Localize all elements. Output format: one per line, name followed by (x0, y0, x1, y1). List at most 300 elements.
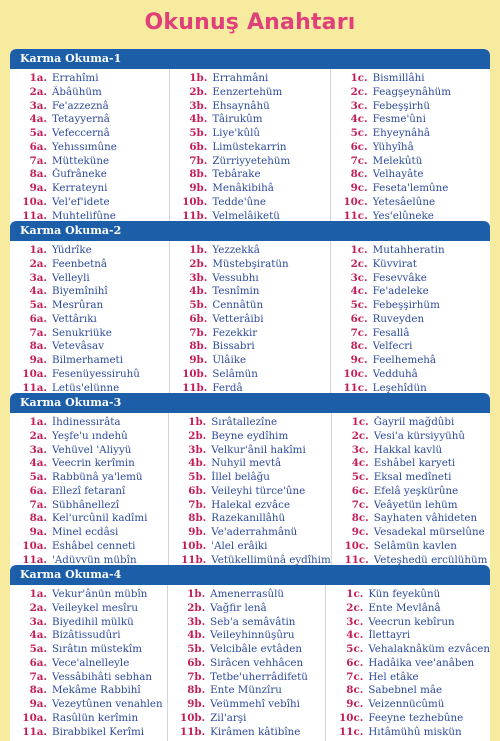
item-number: 5b. (189, 299, 208, 311)
item-number: 10b. (180, 711, 206, 724)
list-item (10, 602, 167, 616)
item-number: 7c. (350, 154, 368, 167)
item-number: 1b. (189, 244, 208, 256)
item-number: 8a. (29, 512, 47, 525)
item-text: Veümmehî vebîhi (210, 698, 300, 710)
item-text: Ûlâike (212, 354, 247, 366)
item-text: Vel'ef'idete (52, 195, 110, 208)
reading-section (10, 393, 490, 569)
item-text: Senukriüke (52, 326, 112, 339)
item-text: 'Alel erâiki (211, 539, 268, 552)
list-item (170, 182, 329, 196)
item-text: Razekanıllâhü (211, 512, 286, 525)
item-number: 10b. (182, 195, 208, 208)
list-item (170, 155, 329, 169)
item-number: 4c. (346, 629, 364, 642)
item-number: 6a. (29, 140, 47, 153)
item-number: 2a. (29, 601, 47, 614)
item-number: 10c. (343, 195, 368, 208)
item-number: 9a. (29, 698, 47, 710)
list-item (331, 285, 490, 299)
item-text: Ruveyden (372, 312, 425, 325)
item-number: 7a. (29, 498, 47, 511)
item-number: 6b. (189, 312, 208, 325)
list-item (10, 526, 168, 540)
list-item (332, 485, 490, 499)
list-item (10, 588, 167, 602)
list-item (169, 485, 331, 499)
item-number: 2a. (29, 429, 47, 442)
list-item (331, 354, 490, 368)
item-number: 1c. (351, 416, 369, 428)
item-number: 9b. (188, 526, 207, 538)
list-item (331, 258, 490, 272)
item-number: 6b. (187, 656, 206, 669)
item-number: 1b. (188, 416, 207, 428)
item-number: 2b. (189, 257, 208, 270)
reading-section (10, 49, 490, 225)
item-text: Velleyli (52, 271, 90, 284)
item-text: Mütteküne (52, 154, 110, 167)
list-item (170, 313, 329, 327)
item-text: Leşehîdün (372, 381, 427, 394)
item-number: 11a. (22, 381, 47, 394)
item-number: 3c. (350, 99, 368, 112)
list-item (331, 127, 490, 141)
list-item (10, 340, 169, 354)
item-number: 6a. (29, 484, 47, 497)
list-item (332, 416, 490, 430)
item-number: 6b. (189, 140, 208, 153)
list-item (332, 526, 490, 540)
item-number: 10a. (22, 367, 47, 380)
item-text: Rabbünâ ya'lemü (52, 471, 143, 483)
item-number: 7b. (189, 154, 208, 167)
item-text: Yehıssımûne (52, 140, 117, 153)
item-number: 8c. (350, 168, 368, 181)
item-number: 9c. (351, 526, 369, 538)
list-item (10, 299, 169, 313)
item-number: 2c. (350, 85, 368, 98)
item-text: Mekâme Rabbihî (52, 684, 141, 697)
item-text: Bilmerhameti (52, 354, 123, 366)
item-text: Zürriyyetehüm (212, 154, 291, 167)
word-column (10, 585, 167, 741)
section-columns (10, 241, 490, 397)
list-item (10, 540, 168, 554)
item-number: 2b. (188, 429, 207, 442)
list-item (10, 643, 167, 657)
item-number: 4a. (29, 629, 47, 642)
item-number: 3b. (189, 99, 208, 112)
item-text: Selâmün (212, 367, 258, 380)
item-text: Vetevâsav (52, 340, 105, 353)
list-item (326, 643, 490, 657)
item-number: 4c. (350, 113, 368, 126)
item-text: Sirâcen vehhâcen (210, 656, 304, 669)
item-text: Veileykel mesîru (52, 601, 138, 614)
list-item (10, 100, 169, 114)
item-number: 6a. (29, 312, 47, 325)
list-item (10, 616, 167, 630)
item-text: Vefeccernâ (52, 127, 110, 139)
list-item (331, 299, 490, 313)
item-number: 10b. (182, 367, 208, 380)
item-number: 4c. (351, 457, 369, 470)
item-text: Yezzekkâ (212, 244, 260, 256)
item-number: 8b. (188, 512, 207, 525)
item-text: Velhayâte (372, 168, 424, 181)
list-item (326, 712, 490, 726)
item-number: 6c. (350, 312, 368, 325)
list-item (331, 196, 490, 210)
list-item (168, 712, 325, 726)
list-item (332, 430, 490, 444)
item-text: Minel ecdâsi (52, 526, 119, 538)
item-number: 8b. (189, 168, 208, 181)
list-item (168, 602, 325, 616)
item-number: 10c. (339, 711, 364, 724)
item-text: Ente Mevlânâ (368, 601, 441, 614)
item-text: Kün feyekûnü (368, 588, 441, 600)
list-item (326, 588, 490, 602)
item-text: Eshâbel cenneti (52, 539, 136, 552)
item-number: 10c. (343, 367, 368, 380)
list-item (10, 127, 169, 141)
item-text: Vece'alnelleyle (52, 656, 130, 669)
item-number: 4a. (29, 113, 47, 126)
list-item (331, 272, 490, 286)
item-number: 4a. (29, 285, 47, 298)
item-number: 5c. (350, 299, 368, 311)
item-text: Sabebnel mâe (368, 684, 443, 697)
list-item (331, 327, 490, 341)
list-item (169, 540, 331, 554)
list-item (331, 368, 490, 382)
list-item (170, 100, 329, 114)
item-number: 9a. (29, 182, 47, 194)
item-text: Rasûlün kerîmin (52, 711, 139, 724)
list-item (10, 698, 167, 712)
item-text: Ehyeynâhâ (372, 127, 431, 139)
section-header: Karma Okuma-2 (10, 221, 490, 241)
item-text: Fesenüyessiruhû (52, 367, 140, 380)
list-item (326, 726, 490, 740)
item-number: 7b. (188, 498, 207, 511)
item-text: Cennâtün (212, 299, 264, 311)
item-text: Sübhânellezî (52, 498, 120, 511)
list-item (10, 182, 169, 196)
item-text: Vağfir lenâ (210, 601, 267, 614)
item-number: 3b. (188, 443, 207, 456)
item-number: 10a. (22, 711, 47, 724)
item-text: Yes'elûneke (372, 209, 434, 222)
item-text: Errahmâni (212, 72, 269, 84)
item-text: Feagşeynâhüm (372, 85, 452, 98)
item-text: Vehalaknâküm ezvâcen (368, 643, 490, 655)
item-text: Nuhyil mevtâ (211, 457, 282, 470)
item-number: 6a. (29, 656, 47, 669)
item-text: Eksal medîneti (373, 471, 452, 483)
list-item (10, 657, 167, 671)
page-title: Okunuş Anahtarı (144, 10, 356, 35)
item-text: Fe'adeleke (372, 285, 429, 298)
list-item (326, 684, 490, 698)
item-text: Yetesâelûne (372, 195, 436, 208)
list-item (170, 86, 329, 100)
list-item (169, 457, 331, 471)
item-text: Febeşşirhü (372, 99, 431, 112)
item-number: 11b. (182, 209, 208, 222)
list-item (326, 616, 490, 630)
item-text: Ğufrâneke (52, 168, 107, 181)
item-number: 5a. (29, 643, 47, 655)
list-item (331, 100, 490, 114)
item-text: Vessubhı (212, 271, 259, 284)
item-text: Liye'kûlû (212, 127, 260, 139)
item-number: 11b. (181, 553, 207, 566)
item-text: Tesnîmin (212, 285, 260, 298)
item-number: 11c. (343, 381, 368, 394)
item-number: 9b. (189, 182, 208, 194)
list-item (331, 313, 490, 327)
item-number: 3b. (189, 271, 208, 284)
list-item (332, 540, 490, 554)
item-number: 11b. (180, 725, 206, 738)
item-text: Efelâ yeşkürûne (373, 484, 459, 497)
list-item (10, 471, 168, 485)
list-item (10, 327, 169, 341)
list-item (332, 457, 490, 471)
list-item (10, 72, 169, 86)
list-item (168, 588, 325, 602)
item-number: 9a. (29, 354, 47, 366)
item-number: 7c. (346, 670, 364, 683)
item-number: 6c. (350, 140, 368, 153)
item-text: Selâmün kavlen (373, 539, 457, 552)
item-text: Kel'urcûnil kadîmi (52, 512, 148, 525)
list-item (170, 141, 329, 155)
item-text: Sırâtın müstekîm (52, 643, 142, 655)
item-text: Feelhemehâ (372, 354, 437, 366)
item-text: Hıtâmühû miskün (368, 725, 462, 738)
item-number: 11a. (22, 725, 47, 738)
list-item (10, 629, 167, 643)
item-text: Melekûtü (372, 154, 423, 167)
word-column (330, 69, 490, 225)
item-number: 9c. (350, 182, 368, 194)
item-text: Sayhaten vâhideten (373, 512, 478, 525)
item-text: Tâirukûm (212, 113, 263, 126)
section-header: Karma Okuma-4 (10, 565, 490, 585)
item-text: Seb'a semâvâtin (210, 615, 296, 628)
list-item (331, 141, 490, 155)
list-item (10, 285, 169, 299)
list-item (10, 86, 169, 100)
item-number: 1a. (29, 244, 47, 256)
item-number: 11c. (344, 553, 369, 566)
item-text: Feeyne tezhebûne (368, 711, 464, 724)
item-text: Kerrateyni (52, 182, 108, 194)
item-text: Vesadekal mürselûne (373, 526, 485, 538)
item-number: 10a. (22, 195, 47, 208)
item-text: Vetterâibi (212, 312, 264, 325)
item-number: 5b. (188, 471, 207, 483)
section-header: Karma Okuma-3 (10, 393, 490, 413)
item-number: 3c. (351, 443, 369, 456)
item-number: 1c. (350, 244, 368, 256)
list-item (170, 258, 329, 272)
list-item (331, 86, 490, 100)
item-text: Tedde'ûne (212, 195, 266, 208)
item-number: 5c. (346, 643, 364, 655)
list-item (332, 499, 490, 513)
item-text: Küvvirat (372, 257, 417, 270)
item-number: 8b. (189, 340, 208, 353)
section-columns (10, 585, 490, 741)
section-header: Karma Okuma-1 (10, 49, 490, 69)
item-text: Veâyetün lehüm (373, 498, 458, 511)
word-column (330, 241, 490, 397)
item-number: 4b. (187, 629, 206, 642)
list-item (326, 602, 490, 616)
item-text: Velcibâle evtâden (210, 643, 302, 655)
item-number: 4b. (188, 457, 207, 470)
list-item (168, 616, 325, 630)
item-number: 5c. (350, 127, 368, 139)
reading-section (10, 565, 490, 741)
list-item (10, 244, 169, 258)
item-number: 1a. (29, 72, 47, 84)
item-text: Vehüvel 'Aliyyü (52, 443, 132, 456)
list-item (10, 499, 168, 513)
list-item (170, 168, 329, 182)
item-text: Vezeytûnen venahlen (52, 698, 163, 710)
item-number: 4a. (29, 457, 47, 470)
list-item (170, 272, 329, 286)
item-number: 7b. (187, 670, 206, 683)
list-item (170, 72, 329, 86)
reading-section (10, 221, 490, 397)
list-item (168, 657, 325, 671)
item-text: Bismillâhi (372, 72, 425, 84)
item-text: Veteşhedü ercülühüm (373, 553, 488, 566)
item-number: 1a. (29, 588, 47, 600)
item-text: Amenerrasûlü (210, 588, 284, 600)
word-column (331, 413, 490, 569)
list-item (10, 712, 167, 726)
list-item (10, 684, 167, 698)
list-item (331, 182, 490, 196)
item-text: Ve'aderrahmânü (211, 526, 298, 538)
list-item (10, 671, 167, 685)
section-columns (10, 69, 490, 225)
item-number: 8c. (351, 512, 369, 525)
list-item (10, 354, 169, 368)
item-text: Fesallâ (372, 326, 410, 339)
list-item (10, 313, 169, 327)
item-number: 7a. (29, 154, 47, 167)
list-item (169, 526, 331, 540)
list-item (169, 430, 331, 444)
item-text: Birabbikel Kerîmi (52, 725, 145, 738)
list-item (170, 244, 329, 258)
item-text: Ente Münzîru (210, 684, 282, 697)
list-item (326, 698, 490, 712)
item-number: 10c. (344, 539, 369, 552)
item-text: Velkur'ânil hakîmi (211, 443, 306, 456)
item-number: 8a. (29, 340, 47, 353)
item-number: 9a. (29, 526, 47, 538)
item-number: 3a. (29, 443, 47, 456)
list-item (168, 684, 325, 698)
list-item (332, 471, 490, 485)
item-number: 7a. (29, 326, 47, 339)
item-number: 1a. (29, 416, 47, 428)
item-text: İllel belâğu (211, 471, 270, 483)
item-text: Bissabri (212, 340, 255, 353)
item-text: Mesrûran (52, 299, 104, 311)
item-number: 5b. (189, 127, 208, 139)
item-number: 2c. (346, 601, 364, 614)
word-column (168, 413, 331, 569)
item-number: 4b. (189, 285, 208, 298)
item-number: 3a. (29, 615, 47, 628)
item-number: 8a. (29, 684, 47, 697)
item-text: Velfecri (372, 340, 413, 353)
item-number: 2b. (187, 601, 206, 614)
word-column (10, 413, 168, 569)
item-text: Vessâbihâti sebhan (52, 670, 153, 683)
item-text: Zil'arşi (210, 711, 247, 724)
item-text: Veecrin kerîmin (52, 457, 135, 470)
list-item (168, 643, 325, 657)
item-text: Veecrun kebîrun (368, 615, 455, 628)
item-text: Mutahheratin (372, 244, 445, 256)
list-item (10, 155, 169, 169)
item-number: 3c. (346, 615, 364, 628)
item-text: Tetbe'uherrâdifetü (210, 670, 308, 683)
item-number: 7a. (29, 670, 47, 683)
item-text: Müstebşiratün (212, 257, 289, 270)
list-item (168, 726, 325, 740)
item-number: 5b. (187, 643, 206, 655)
item-text: Ğayril mağdûbi (373, 416, 455, 428)
list-item (10, 196, 169, 210)
item-number: 4b. (189, 113, 208, 126)
list-item (170, 327, 329, 341)
item-text: Letüs'elünne (52, 381, 120, 394)
list-item (170, 113, 329, 127)
item-text: İlettayri (368, 629, 411, 642)
list-item (169, 471, 331, 485)
item-number: 10b. (181, 539, 207, 552)
word-column (169, 69, 329, 225)
list-item (10, 430, 168, 444)
item-text: Hel etâke (368, 670, 419, 683)
item-text: Fe'azzeznâ (52, 99, 109, 112)
item-text: Vedduhâ (372, 367, 418, 380)
item-text: Kirâmen kâtibîne (210, 725, 301, 738)
item-text: Vettârıkı (52, 312, 97, 325)
item-number: 11c. (343, 209, 368, 222)
list-item (10, 444, 168, 458)
item-number: 3b. (187, 615, 206, 628)
item-text: Velmelâiketü (212, 209, 280, 222)
item-text: Hadâika vee'anâben (368, 656, 475, 669)
list-item (170, 368, 329, 382)
item-text: İhdinessırâta (52, 416, 121, 428)
